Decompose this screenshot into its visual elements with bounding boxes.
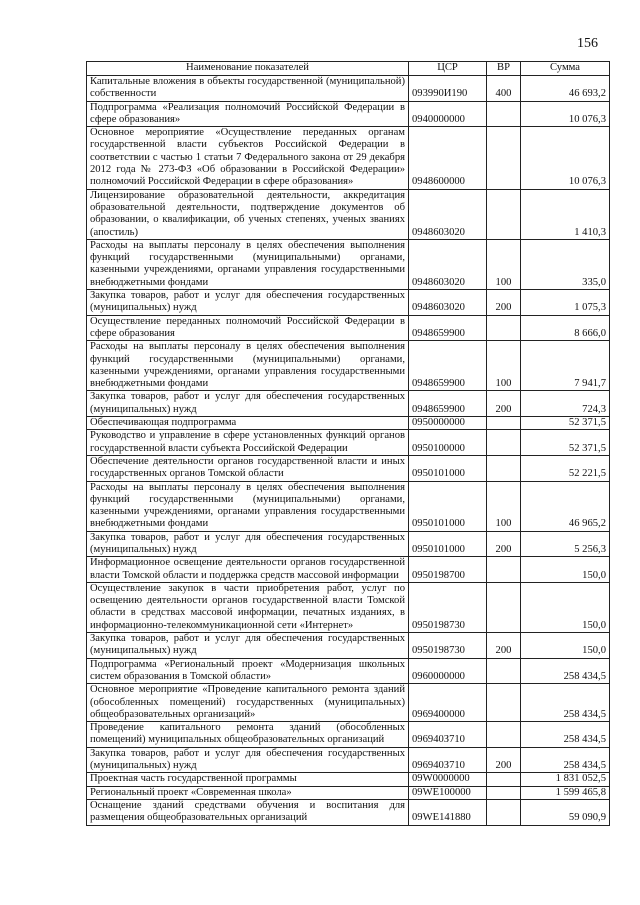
cell-sum: 10 076,3 [521, 127, 610, 189]
cell-csr: 0950198730 [409, 582, 487, 632]
table-row [87, 239, 610, 289]
table-body [87, 76, 610, 826]
cell-csr: 0948659900 [409, 391, 487, 417]
table-row [87, 557, 610, 583]
cell-name: Обеспечивающая подпрограмма [87, 417, 409, 430]
cell-sum: 258 434,5 [521, 722, 610, 748]
cell-vr: 400 [487, 76, 521, 102]
cell-csr: 0948603020 [409, 290, 487, 316]
table-row [87, 531, 610, 557]
cell-vr [487, 799, 521, 825]
page-number: 156 [577, 36, 598, 51]
cell-name: Расходы на выплаты персоналу в целях обеспечения выполнения функций государственными (муниципальными) органами, казенными учреждениями, органами управления государственными внебюджетными фондами [87, 239, 409, 289]
table-row [87, 455, 610, 481]
cell-name: Капитальные вложения в объекты государственной (муниципальной) собственности [87, 76, 409, 102]
cell-vr [487, 582, 521, 632]
cell-sum: 724,3 [521, 391, 610, 417]
cell-csr: 0950101000 [409, 455, 487, 481]
cell-name: Руководство и управление в сфере установленных функций органов государственной власти субъекта Российской Федерации [87, 430, 409, 456]
cell-vr [487, 722, 521, 748]
cell-vr: 200 [487, 531, 521, 557]
table-row [87, 127, 610, 189]
cell-sum: 258 434,5 [521, 684, 610, 722]
cell-csr: 096940З710 [409, 747, 487, 773]
table-row [87, 481, 610, 531]
cell-vr: 100 [487, 481, 521, 531]
cell-csr: 0950101000 [409, 481, 487, 531]
table-row [87, 76, 610, 102]
table-row [87, 684, 610, 722]
cell-name: Проектная часть государственной программы [87, 773, 409, 786]
cell-vr [487, 557, 521, 583]
cell-vr [487, 430, 521, 456]
cell-name: Расходы на выплаты персоналу в целях обеспечения выполнения функций государственными (муниципальными) органами, казенными учреждениями, органами управления государственными внебюджетными фондами [87, 481, 409, 531]
table-header [87, 62, 610, 76]
cell-vr: 100 [487, 239, 521, 289]
cell-sum: 52 371,5 [521, 430, 610, 456]
column-header-vr: ВР [487, 62, 521, 76]
cell-vr [487, 684, 521, 722]
cell-csr: 093990И190 [409, 76, 487, 102]
cell-sum: 7 941,7 [521, 341, 610, 391]
cell-vr: 200 [487, 290, 521, 316]
cell-name: Осуществление переданных полномочий Российской Федерации в сфере образования [87, 315, 409, 341]
table-row [87, 417, 610, 430]
table-row [87, 315, 610, 341]
column-header-name: Наименование показателей [87, 62, 409, 76]
cell-name: Основное мероприятие «Осуществление переданных органам государственной власти субъектов Российской Федерации в соответствии с частью 1 статьи 7 Федерального закона от 29 декабря 2012 года № 273-ФЗ «Об образовании в Российской Федерации» полномочий Российской Федерации в сфере образования» [87, 127, 409, 189]
cell-sum: 10 076,3 [521, 101, 610, 127]
cell-csr: 0948603020 [409, 239, 487, 289]
budget-table [86, 61, 610, 826]
cell-csr: 0950000000 [409, 417, 487, 430]
cell-name: Закупка товаров, работ и услуг для обеспечения государственных (муниципальных) нужд [87, 531, 409, 557]
cell-name: Основное мероприятие «Проведение капитального ремонта зданий (обособленных помещений) государственных (муниципальных) общеобразовательных организаций» [87, 684, 409, 722]
cell-csr: 0948659900 [409, 315, 487, 341]
cell-name: Закупка товаров, работ и услуг для обеспечения государственных (муниципальных) нужд [87, 633, 409, 659]
cell-vr: 100 [487, 341, 521, 391]
cell-csr: 0940000000 [409, 101, 487, 127]
column-header-sum: Сумма [521, 62, 610, 76]
cell-vr [487, 786, 521, 799]
cell-csr: 0948600000 [409, 127, 487, 189]
cell-sum: 1 075,3 [521, 290, 610, 316]
cell-vr: 200 [487, 633, 521, 659]
cell-csr: 09W0000000 [409, 773, 487, 786]
cell-sum: 150,0 [521, 582, 610, 632]
cell-csr: 0950101000 [409, 531, 487, 557]
table-row [87, 722, 610, 748]
cell-name: Подпрограмма «Реализация полномочий Российской Федерации в сфере образования» [87, 101, 409, 127]
cell-vr [487, 315, 521, 341]
cell-sum: 335,0 [521, 239, 610, 289]
cell-sum: 1 599 465,8 [521, 786, 610, 799]
cell-csr: 0969400000 [409, 684, 487, 722]
cell-csr: 0948603020 [409, 189, 487, 239]
cell-csr: 09WE100000 [409, 786, 487, 799]
header-row [87, 62, 610, 76]
table-row [87, 341, 610, 391]
cell-vr: 200 [487, 747, 521, 773]
cell-sum: 46 965,2 [521, 481, 610, 531]
cell-vr [487, 773, 521, 786]
cell-vr [487, 658, 521, 684]
cell-sum: 258 434,5 [521, 658, 610, 684]
cell-name: Расходы на выплаты персоналу в целях обеспечения выполнения функций государственными (муниципальными) органами, казенными учреждениями, органами управления государственными внебюджетными фондами [87, 341, 409, 391]
cell-vr [487, 101, 521, 127]
table-row [87, 430, 610, 456]
cell-sum: 150,0 [521, 557, 610, 583]
cell-vr [487, 127, 521, 189]
column-header-csr: ЦСР [409, 62, 487, 76]
cell-csr: 0950100000 [409, 430, 487, 456]
table-row [87, 391, 610, 417]
cell-csr: 096940З710 [409, 722, 487, 748]
table-row [87, 633, 610, 659]
table-row [87, 290, 610, 316]
table-row [87, 582, 610, 632]
cell-sum: 59 090,9 [521, 799, 610, 825]
cell-name: Обеспечение деятельности органов государственной власти и иных государственных органов Томской области [87, 455, 409, 481]
table-row [87, 773, 610, 786]
cell-sum: 1 831 052,5 [521, 773, 610, 786]
cell-csr: 09WE141880 [409, 799, 487, 825]
cell-vr [487, 417, 521, 430]
table-row [87, 658, 610, 684]
cell-name: Информационное освещение деятельности органов государственной власти Томской области и поддержка средств массовой информации [87, 557, 409, 583]
cell-csr: 0950198730 [409, 633, 487, 659]
table-row [87, 799, 610, 825]
cell-sum: 150,0 [521, 633, 610, 659]
cell-sum: 8 666,0 [521, 315, 610, 341]
cell-sum: 52 371,5 [521, 417, 610, 430]
cell-name: Региональный проект «Современная школа» [87, 786, 409, 799]
cell-sum: 52 221,5 [521, 455, 610, 481]
cell-name: Осуществление закупок в части приобретения работ, услуг по освещению деятельности органов государственной власти Томской области в средствах массовой информации, печатных изданиях, в информационно-телекоммуникационной сети «Интернет» [87, 582, 409, 632]
cell-sum: 1 410,3 [521, 189, 610, 239]
cell-name: Подпрограмма «Региональный проект «Модернизация школьных систем образования в Томской области» [87, 658, 409, 684]
cell-sum: 5 256,3 [521, 531, 610, 557]
table-row [87, 189, 610, 239]
cell-sum: 46 693,2 [521, 76, 610, 102]
cell-sum: 258 434,5 [521, 747, 610, 773]
cell-name: Проведение капитального ремонта зданий (обособленных помещений) муниципальных общеобразовательных организаций [87, 722, 409, 748]
cell-vr [487, 455, 521, 481]
cell-csr: 0948659900 [409, 341, 487, 391]
cell-csr: 0950198700 [409, 557, 487, 583]
cell-name: Лицензирование образовательной деятельности, аккредитация образовательной деятельности, подтверждение документов об образовании, о квалификации, об ученых степенях, ученых званиях (апостиль) [87, 189, 409, 239]
table-row [87, 101, 610, 127]
cell-name: Оснащение зданий средствами обучения и воспитания для размещения общеобразовательных организаций [87, 799, 409, 825]
table-row [87, 786, 610, 799]
cell-csr: 0960000000 [409, 658, 487, 684]
cell-name: Закупка товаров, работ и услуг для обеспечения государственных (муниципальных) нужд [87, 391, 409, 417]
cell-vr: 200 [487, 391, 521, 417]
table-row [87, 747, 610, 773]
cell-name: Закупка товаров, работ и услуг для обеспечения государственных (муниципальных) нужд [87, 747, 409, 773]
cell-vr [487, 189, 521, 239]
cell-name: Закупка товаров, работ и услуг для обеспечения государственных (муниципальных) нужд [87, 290, 409, 316]
